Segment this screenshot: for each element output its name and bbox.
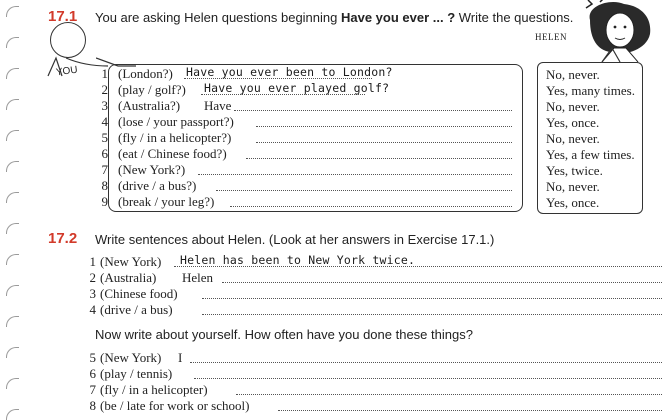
- item-number: 5: [89, 350, 96, 365]
- instruction-bold: Have you ever ... ?: [340, 10, 456, 25]
- helen-label: HELEN: [535, 32, 567, 42]
- helen-answer: Yes, once.: [546, 195, 600, 210]
- answer-line[interactable]: [230, 194, 512, 207]
- answer-line[interactable]: [194, 366, 663, 379]
- item-number: 6: [89, 366, 96, 381]
- item-number: 6: [101, 146, 108, 161]
- sentence-start: I: [178, 350, 183, 365]
- binding-ring-icon: [6, 99, 19, 110]
- item-number: 2: [101, 82, 108, 97]
- binding-ring-icon: [6, 68, 19, 79]
- item-number: 7: [101, 162, 108, 177]
- item-number: 3: [101, 98, 108, 113]
- handwritten-answer: Helen has been to New York twice.: [180, 253, 416, 267]
- answer-line[interactable]: [256, 130, 512, 143]
- binding-ring-icon: [6, 130, 19, 141]
- helen-speech-connector: [600, 46, 624, 64]
- binding-ring-icon: [6, 37, 19, 48]
- item-number: 7: [89, 382, 96, 397]
- sentence-prompt: (New York): [100, 254, 162, 269]
- sentence-prompt: (play / tennis): [100, 366, 173, 381]
- handwritten-answer: Have you ever played golf?: [204, 81, 390, 95]
- answer-line[interactable]: [234, 98, 512, 111]
- exercise-instruction: Write sentences about Helen. (Look at her answers in Exercise 17.1.): [95, 232, 495, 247]
- answer-line[interactable]: [216, 178, 512, 191]
- sentence-prompt: (be / late for work or school): [100, 398, 250, 413]
- exercise-number: 17.2: [48, 230, 78, 247]
- item-number: 9: [101, 194, 108, 209]
- item-number: 4: [101, 114, 108, 129]
- binding-ring-icon: [6, 223, 19, 234]
- binding-ring-icon: [6, 378, 19, 389]
- binding-ring-icon: [6, 6, 19, 17]
- sentence-prompt: (New York): [100, 350, 162, 365]
- exercise-number: 17.1: [48, 8, 78, 25]
- item-number: 8: [101, 178, 108, 193]
- question-prompt: (drive / a bus?): [118, 178, 197, 193]
- answer-line[interactable]: [202, 302, 663, 315]
- binding-ring-icon: [6, 316, 19, 327]
- sentence-prompt: (Australia): [100, 270, 157, 285]
- answer-line[interactable]: [246, 146, 512, 159]
- binding-ring-icon: [6, 409, 19, 420]
- item-number: 3: [89, 286, 96, 301]
- question-prompt: (London?): [118, 66, 173, 81]
- exercise-instruction: Now write about yourself. How often have you done these things?: [95, 327, 473, 342]
- helen-answer: No, never.: [546, 99, 600, 114]
- helen-answers-box: [537, 62, 643, 214]
- question-prompt: (eat / Chinese food?): [118, 146, 227, 161]
- helen-answer: No, never.: [546, 131, 600, 146]
- item-number: 1: [101, 66, 108, 81]
- binding-ring-icon: [6, 192, 19, 203]
- answer-line[interactable]: [202, 286, 663, 299]
- binding-ring-icon: [6, 285, 19, 296]
- question-prompt: (play / golf?): [118, 82, 186, 97]
- item-number: 4: [89, 302, 96, 317]
- item-number: 1: [89, 254, 96, 269]
- answer-line[interactable]: [278, 398, 663, 411]
- sentence-start: Helen: [182, 270, 214, 285]
- instruction-text: You are asking Helen questions beginning: [95, 10, 341, 25]
- question-prompt: (Australia?): [118, 98, 181, 113]
- binding-ring-icon: [6, 254, 19, 265]
- answer-line[interactable]: [198, 162, 512, 175]
- instruction-text: Write the questions.: [455, 10, 574, 25]
- item-number: 5: [101, 130, 108, 145]
- question-prompt: (New York?): [118, 162, 186, 177]
- helen-answer: No, never.: [546, 179, 600, 194]
- sentence-start: Have: [204, 98, 232, 113]
- you-label: YOU: [55, 64, 79, 79]
- question-prompt: (break / your leg?): [118, 194, 215, 209]
- question-prompt: (lose / your passport?): [118, 114, 234, 129]
- sentence-prompt: (Chinese food): [100, 286, 178, 301]
- handwritten-answer: Have you ever been to London?: [186, 65, 393, 79]
- answer-line[interactable]: [236, 382, 663, 395]
- exercise-instruction: [95, 10, 573, 25]
- helen-answer: Yes, twice.: [546, 163, 603, 178]
- answer-line[interactable]: [256, 114, 512, 127]
- sentence-prompt: (drive / a bus): [100, 302, 173, 317]
- sentence-prompt: (fly / in a helicopter): [100, 382, 208, 397]
- item-number: 2: [89, 270, 96, 285]
- answer-line[interactable]: [222, 270, 663, 283]
- helen-answer: Yes, a few times.: [546, 147, 635, 162]
- binding-ring-icon: [6, 161, 19, 172]
- helen-answer: Yes, once.: [546, 115, 600, 130]
- answer-line[interactable]: [190, 350, 663, 363]
- question-prompt: (fly / in a helicopter?): [118, 130, 232, 145]
- binding-ring-icon: [6, 347, 19, 358]
- helen-answer: Yes, many times.: [546, 83, 635, 98]
- helen-answer: No, never.: [546, 67, 600, 82]
- item-number: 8: [89, 398, 96, 413]
